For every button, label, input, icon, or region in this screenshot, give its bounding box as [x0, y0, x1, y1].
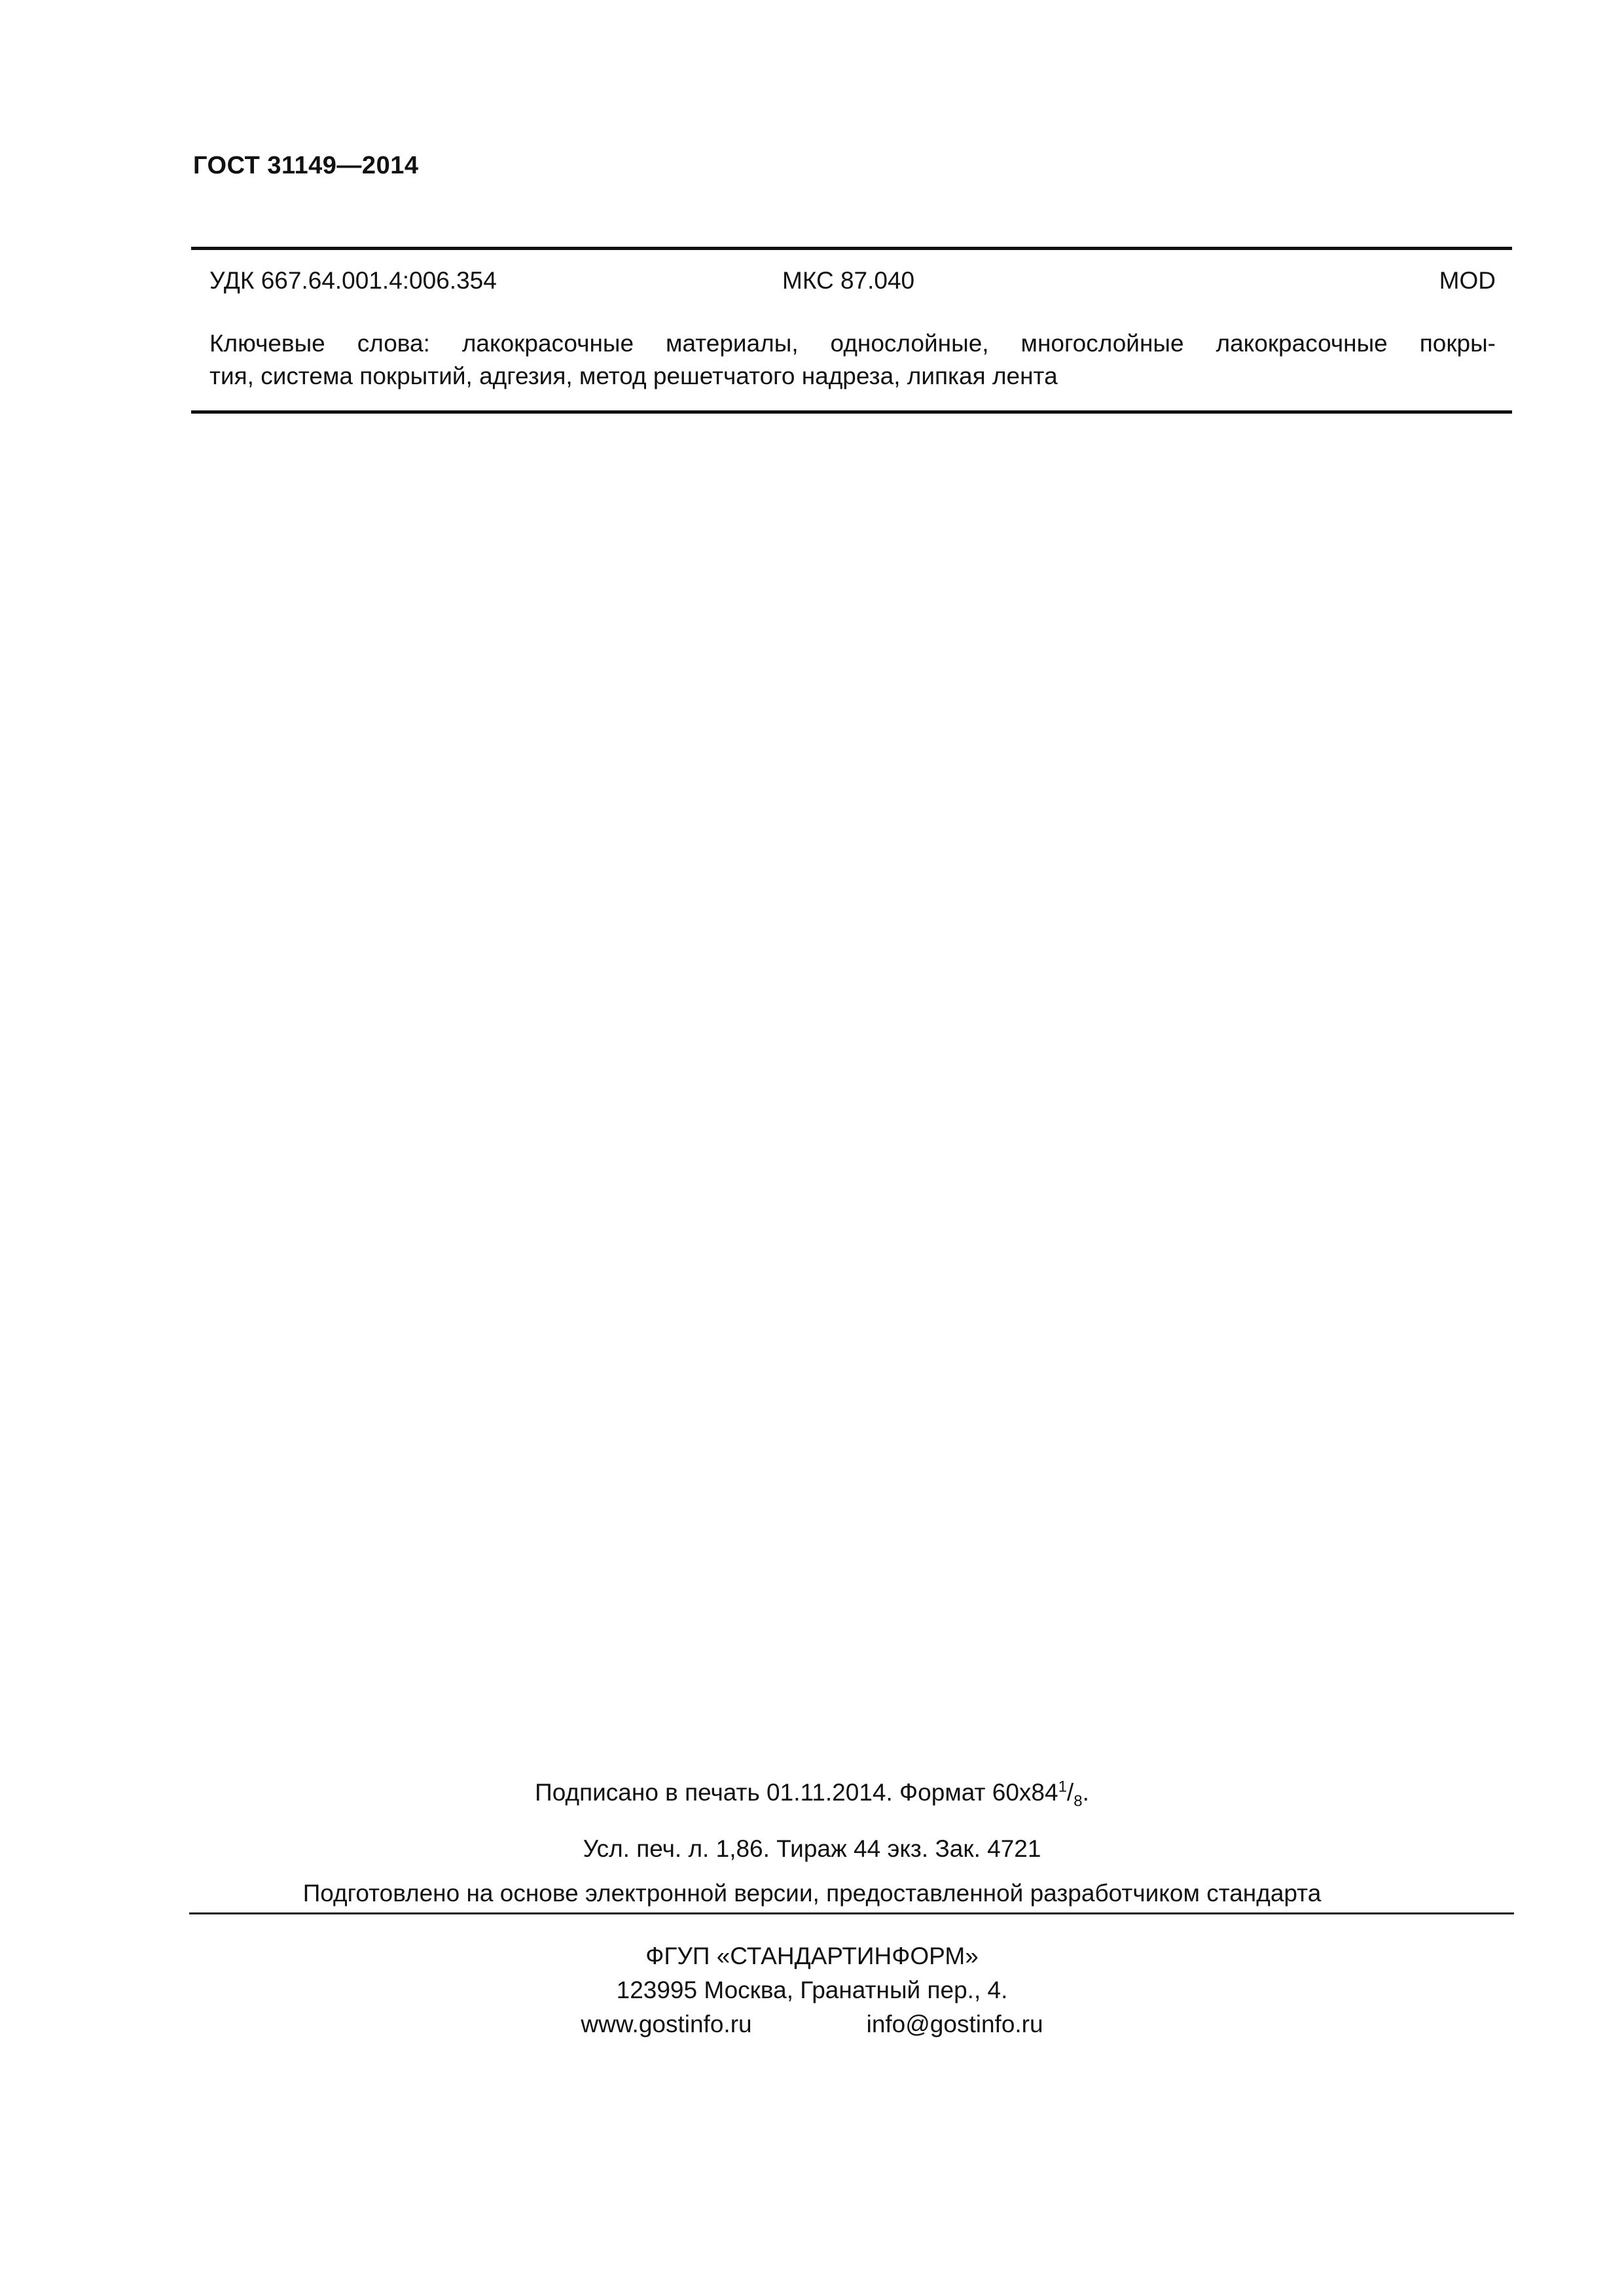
- prepared-note: Подготовлено на основе электронной версии, предоставленной разработчиком стандарта: [302, 1880, 1322, 1907]
- top-rule: [191, 247, 1512, 250]
- signed-text: Подписано в печать 01.11.2014. Формат 60x84: [535, 1779, 1058, 1806]
- signed-to-print-line: [0, 1778, 1624, 1810]
- print-run-line: Усл. печ. л. 1,86. Тираж 44 экз. Зак. 4721: [583, 1835, 1041, 1862]
- publisher-address: 123995 Москва, Гранатный пер., 4.: [616, 1977, 1008, 2003]
- format-slash: /: [1066, 1779, 1074, 1806]
- keywords-block: [209, 327, 1496, 393]
- ics-code: МКС 87.040: [782, 267, 915, 294]
- udc-code: УДК 667.64.001.4:006.354: [209, 267, 497, 294]
- bottom-rule: [191, 410, 1512, 414]
- format-subscript: 8: [1074, 1792, 1083, 1810]
- imprint-rule: [189, 1912, 1514, 1914]
- format-end: .: [1082, 1779, 1089, 1806]
- equivalence-mark: MOD: [1439, 267, 1496, 294]
- publisher-name: ФГУП «СТАНДАРТИНФОРМ»: [645, 1943, 979, 1969]
- classification-row: [209, 267, 1496, 300]
- keywords-line-2: тия, система покрытий, адгезия, метод решетчатого надреза, липкая лента: [209, 363, 1058, 389]
- document-code-header: ГОСТ 31149—2014: [193, 152, 419, 179]
- keywords-line-1: Ключевые слова: лакокрасочные материалы, однослойные, многослойные лакокрасочные покры-: [209, 330, 1496, 357]
- format-superscript: 1: [1058, 1778, 1067, 1796]
- website-link[interactable]: www.gostinfo.ru: [581, 2011, 752, 2037]
- email-link[interactable]: info@gostinfo.ru: [866, 2011, 1043, 2037]
- publisher-contacts: [0, 2011, 1624, 2038]
